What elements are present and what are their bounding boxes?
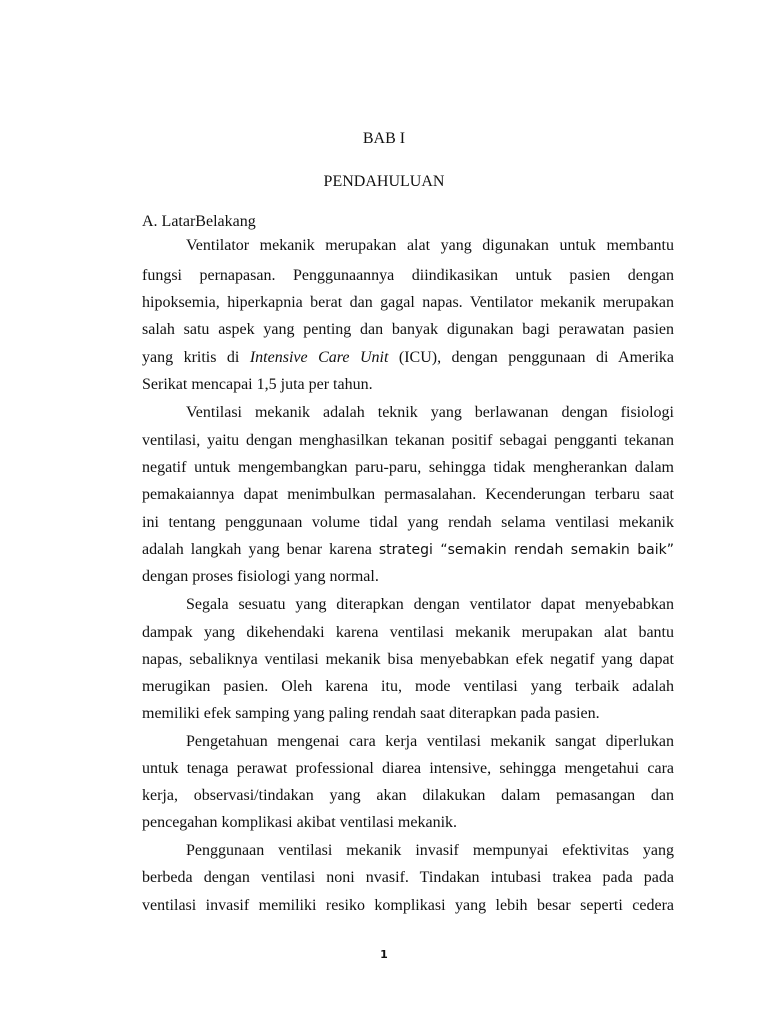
paragraph-line: ventilasi invasif memiliki resiko komplikasi yang lebih besar seperti cedera [142,897,674,914]
paragraph-line: fungsi pernapasan. Penggunaannya diindikasikan untuk pasien dengan [142,267,674,284]
paragraph-line: dengan proses fisiologi yang normal. [142,568,379,585]
paragraph-line: ini tentang penggunaan volume tidal yang rendah selama ventilasi mekanik [142,514,674,531]
paragraph-line: adalah langkah yang benar karena strategi “semakin rendah semakin baik” [142,541,675,558]
paragraph-line: Serikat mencapai 1,5 juta per tahun. [142,376,373,393]
paragraph-line: hipoksemia, hiperkapnia berat dan gagal napas. Ventilator mekanik merupakan [142,294,674,311]
paragraph-line: Pengetahuan mengenai cara kerja ventilasi mekanik sangat diperlukan [186,733,674,750]
paragraph-line: Ventilasi mekanik adalah teknik yang berlawanan dengan fisiologi [186,404,674,421]
quoted-phrase: strategi “semakin rendah semakin baik” [378,542,675,558]
paragraph-line: kerja, observasi/tindakan yang akan dilakukan dalam pemasangan dan [142,787,674,804]
paragraph-line: salah satu aspek yang penting dan banyak digunakan bagi perawatan pasien [142,321,674,338]
chapter-heading: BAB I [362,130,406,147]
paragraph-line: Penggunaan ventilasi mekanik invasif mempunyai efektivitas yang [186,842,674,859]
paragraph-line: pencegahan komplikasi akibat ventilasi mekanik. [142,814,458,831]
paragraph-line: memiliki efek samping yang paling rendah saat diterapkan pada pasien. [142,705,600,722]
paragraph-line: napas, sebaliknya ventilasi mekanik bisa menyebabkan efek negatif yang dapat [142,651,674,668]
page-number: 1 [380,948,388,961]
section-heading: A. LatarBelakang [142,213,256,230]
paragraph-line: berbeda dengan ventilasi noni nvasif. Tindakan intubasi trakea pada pada [142,869,674,886]
paragraph-line: merugikan pasien. Oleh karena itu, mode ventilasi yang terbaik adalah [142,678,674,695]
paragraph-line: Ventilator mekanik merupakan alat yang digunakan untuk membantu [186,237,674,254]
paragraph-line: Segala sesuatu yang diterapkan dengan ventilator dapat menyebabkan [186,596,674,613]
paragraph-line: negatif untuk mengembangkan paru-paru, sehingga tidak mengherankan dalam [142,459,674,476]
paragraph-line: untuk tenaga perawat professional diarea intensive, sehingga mengetahui cara [142,760,674,777]
paragraph-line: dampak yang dikehendaki karena ventilasi mekanik merupakan alat bantu [142,624,674,641]
chapter-title: PENDAHULUAN [323,173,445,190]
paragraph-line: pemakaiannya dapat menimbulkan permasalahan. Kecenderungan terbaru saat [142,486,674,503]
italic-term: Intensive Care Unit [249,349,389,366]
paragraph-line: yang kritis di Intensive Care Unit (ICU), dengan penggunaan di Amerika [142,349,674,366]
paragraph-line: ventilasi, yaitu dengan menghasilkan tekanan positif sebagai pengganti tekanan [142,432,674,449]
